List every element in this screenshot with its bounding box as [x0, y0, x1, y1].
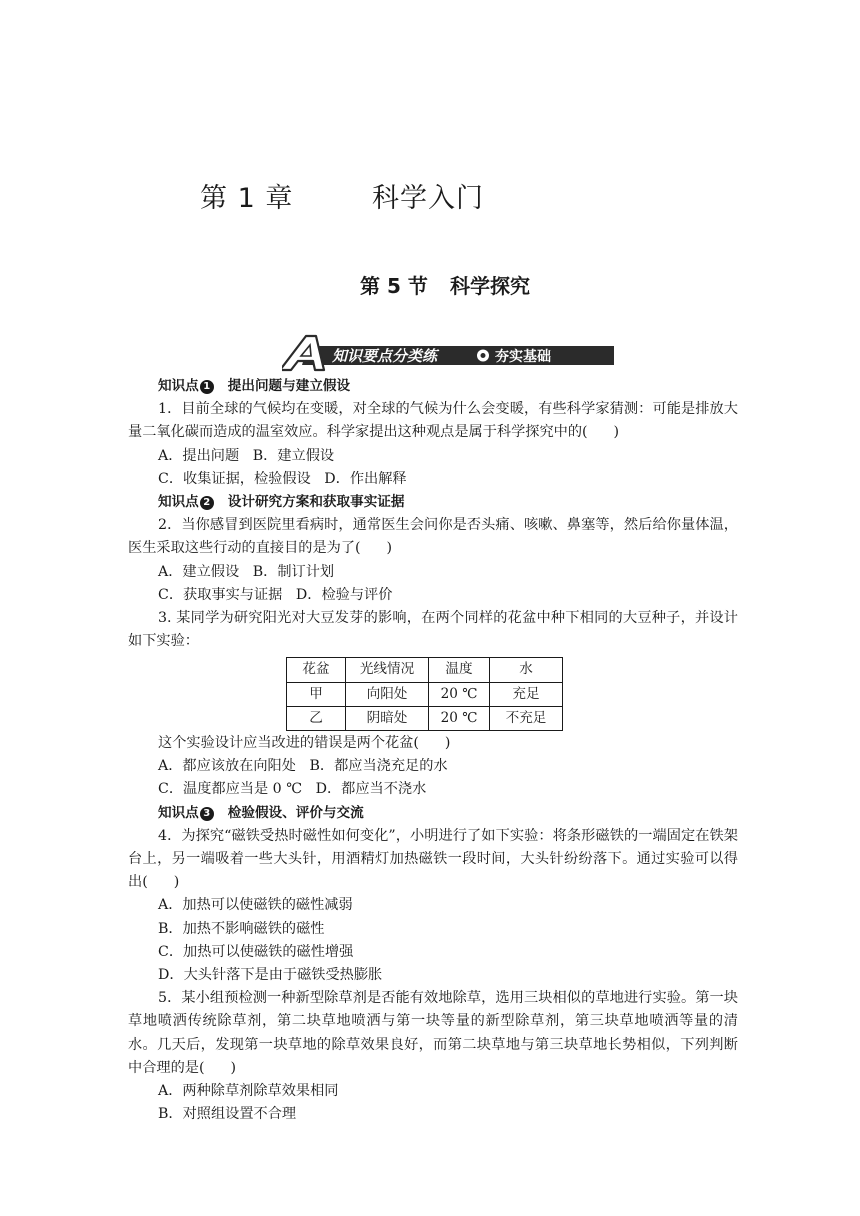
question-5: 5．某小组预检测一种新型除草剂是否能有效地除草，选用三块相似的草地进行实验。第一块草地喷洒传统除草剂，第二块草地喷洒与第一块等量的新型除草剂，第三块草地喷洒等量的清水。几天后，发现第一块草地的除草效果良好，而第二块草地与第三块草地长势相似，下列判断中合理的是( ): [128, 990, 738, 1076]
knowledge-point-3: 知识点 3 检验假设、评价与交流: [158, 804, 364, 821]
question-4-option-c: C．加热可以使磁铁的磁性增强: [158, 943, 354, 960]
table-cell: 不充足: [490, 706, 563, 730]
section-banner: [282, 334, 614, 372]
question-4: 4．为探究“磁铁受热时磁性如何变化”，小明进行了如下实验：将条形磁铁的一端固定在铁架台上，另一端吸着一些大头针，用酒精灯加热磁铁一段时间，大头针纷纷落下。通过实验可以得出( ): [128, 827, 738, 891]
question-5-option-a: A．两种除草剂除草效果相同: [158, 1083, 339, 1100]
table-cell: 甲: [287, 682, 346, 706]
question-2: 2．当你感冒到医院里看病时，通常医生会问你是否头痛、咳嗽、鼻塞等，然后给你量体温，医生采取这些行动的直接目的是为了( ): [128, 517, 738, 557]
table-cell: 阴暗处: [346, 706, 429, 730]
experiment-table: [286, 657, 563, 731]
chapter-heading: [200, 176, 484, 215]
question-2-options-cd: C．获取事实与证据 D．检验与评价: [158, 586, 393, 603]
table-header-row: [287, 658, 563, 682]
table-cell: 向阳处: [346, 682, 429, 706]
question-5-option-b: B．对照组设置不合理: [158, 1106, 297, 1123]
banner-title: 知识要点分类练: [332, 347, 438, 365]
chapter-number: 第 1 章: [200, 183, 294, 214]
question-1: 1．目前全球的气候均在变暖，对全球的气候为什么会变暖，有些科学家猜测：可能是排放大量二氧化碳而造成的温室效应。科学家提出这种观点是属于科学探究中的( ): [128, 401, 738, 441]
question-3-options-ab: A．都应该放在向阳处 B．都应当浇充足的水: [158, 758, 448, 775]
table-header-cell: 温度: [429, 658, 490, 682]
table-header-cell: 花盆: [287, 658, 346, 682]
question-3: 3. 某同学为研究阳光对大豆发芽的影响，在两个同样的花盆中种下相同的大豆种子，并设计如下实验：: [128, 610, 738, 650]
chapter-title: 科学入门: [372, 183, 484, 214]
table-cell: 乙: [287, 706, 346, 730]
table-row: [287, 706, 563, 730]
table-cell: 充足: [490, 682, 563, 706]
question-4-option-d: D．大头针落下是由于磁铁受热膨胀: [158, 967, 383, 984]
table-row: [287, 682, 563, 706]
section-number: 第 5 节: [360, 274, 428, 298]
question-3-options-cd: C．温度都应当是 0 ℃ D．都应当不浇水: [158, 781, 427, 798]
number-badge: 2: [200, 496, 214, 510]
knowledge-point-1: 知识点 1 提出问题与建立假设: [158, 378, 351, 394]
section-title: 科学探究: [450, 274, 530, 298]
number-badge: 3: [200, 807, 214, 821]
question-1-options-cd: C．收集证据，检验假设 D．作出解释: [158, 470, 407, 487]
table-header-cell: 光线情况: [346, 658, 429, 682]
number-badge: 1: [200, 380, 214, 394]
table-cell: 20 ℃: [429, 682, 490, 706]
section-heading: [360, 270, 530, 299]
exercise-content: [128, 375, 738, 1127]
table-header-cell: 水: [490, 658, 563, 682]
question-4-option-b: B．加热不影响磁铁的磁性: [158, 920, 325, 937]
table-cell: 20 ℃: [429, 706, 490, 730]
question-2-options-ab: A．建立假设 B．制订计划: [158, 563, 335, 580]
question-3-stem: 这个实验设计应当改进的错误是两个花盆( ): [158, 735, 451, 752]
question-4-option-a: A．加热可以使磁铁的磁性减弱: [158, 897, 353, 914]
banner-subtitle: 夯实基础: [495, 349, 551, 365]
question-1-options-ab: A．提出问题 B．建立假设: [158, 447, 335, 464]
knowledge-point-2: 知识点 2 设计研究方案和获取事实证据: [158, 494, 405, 511]
